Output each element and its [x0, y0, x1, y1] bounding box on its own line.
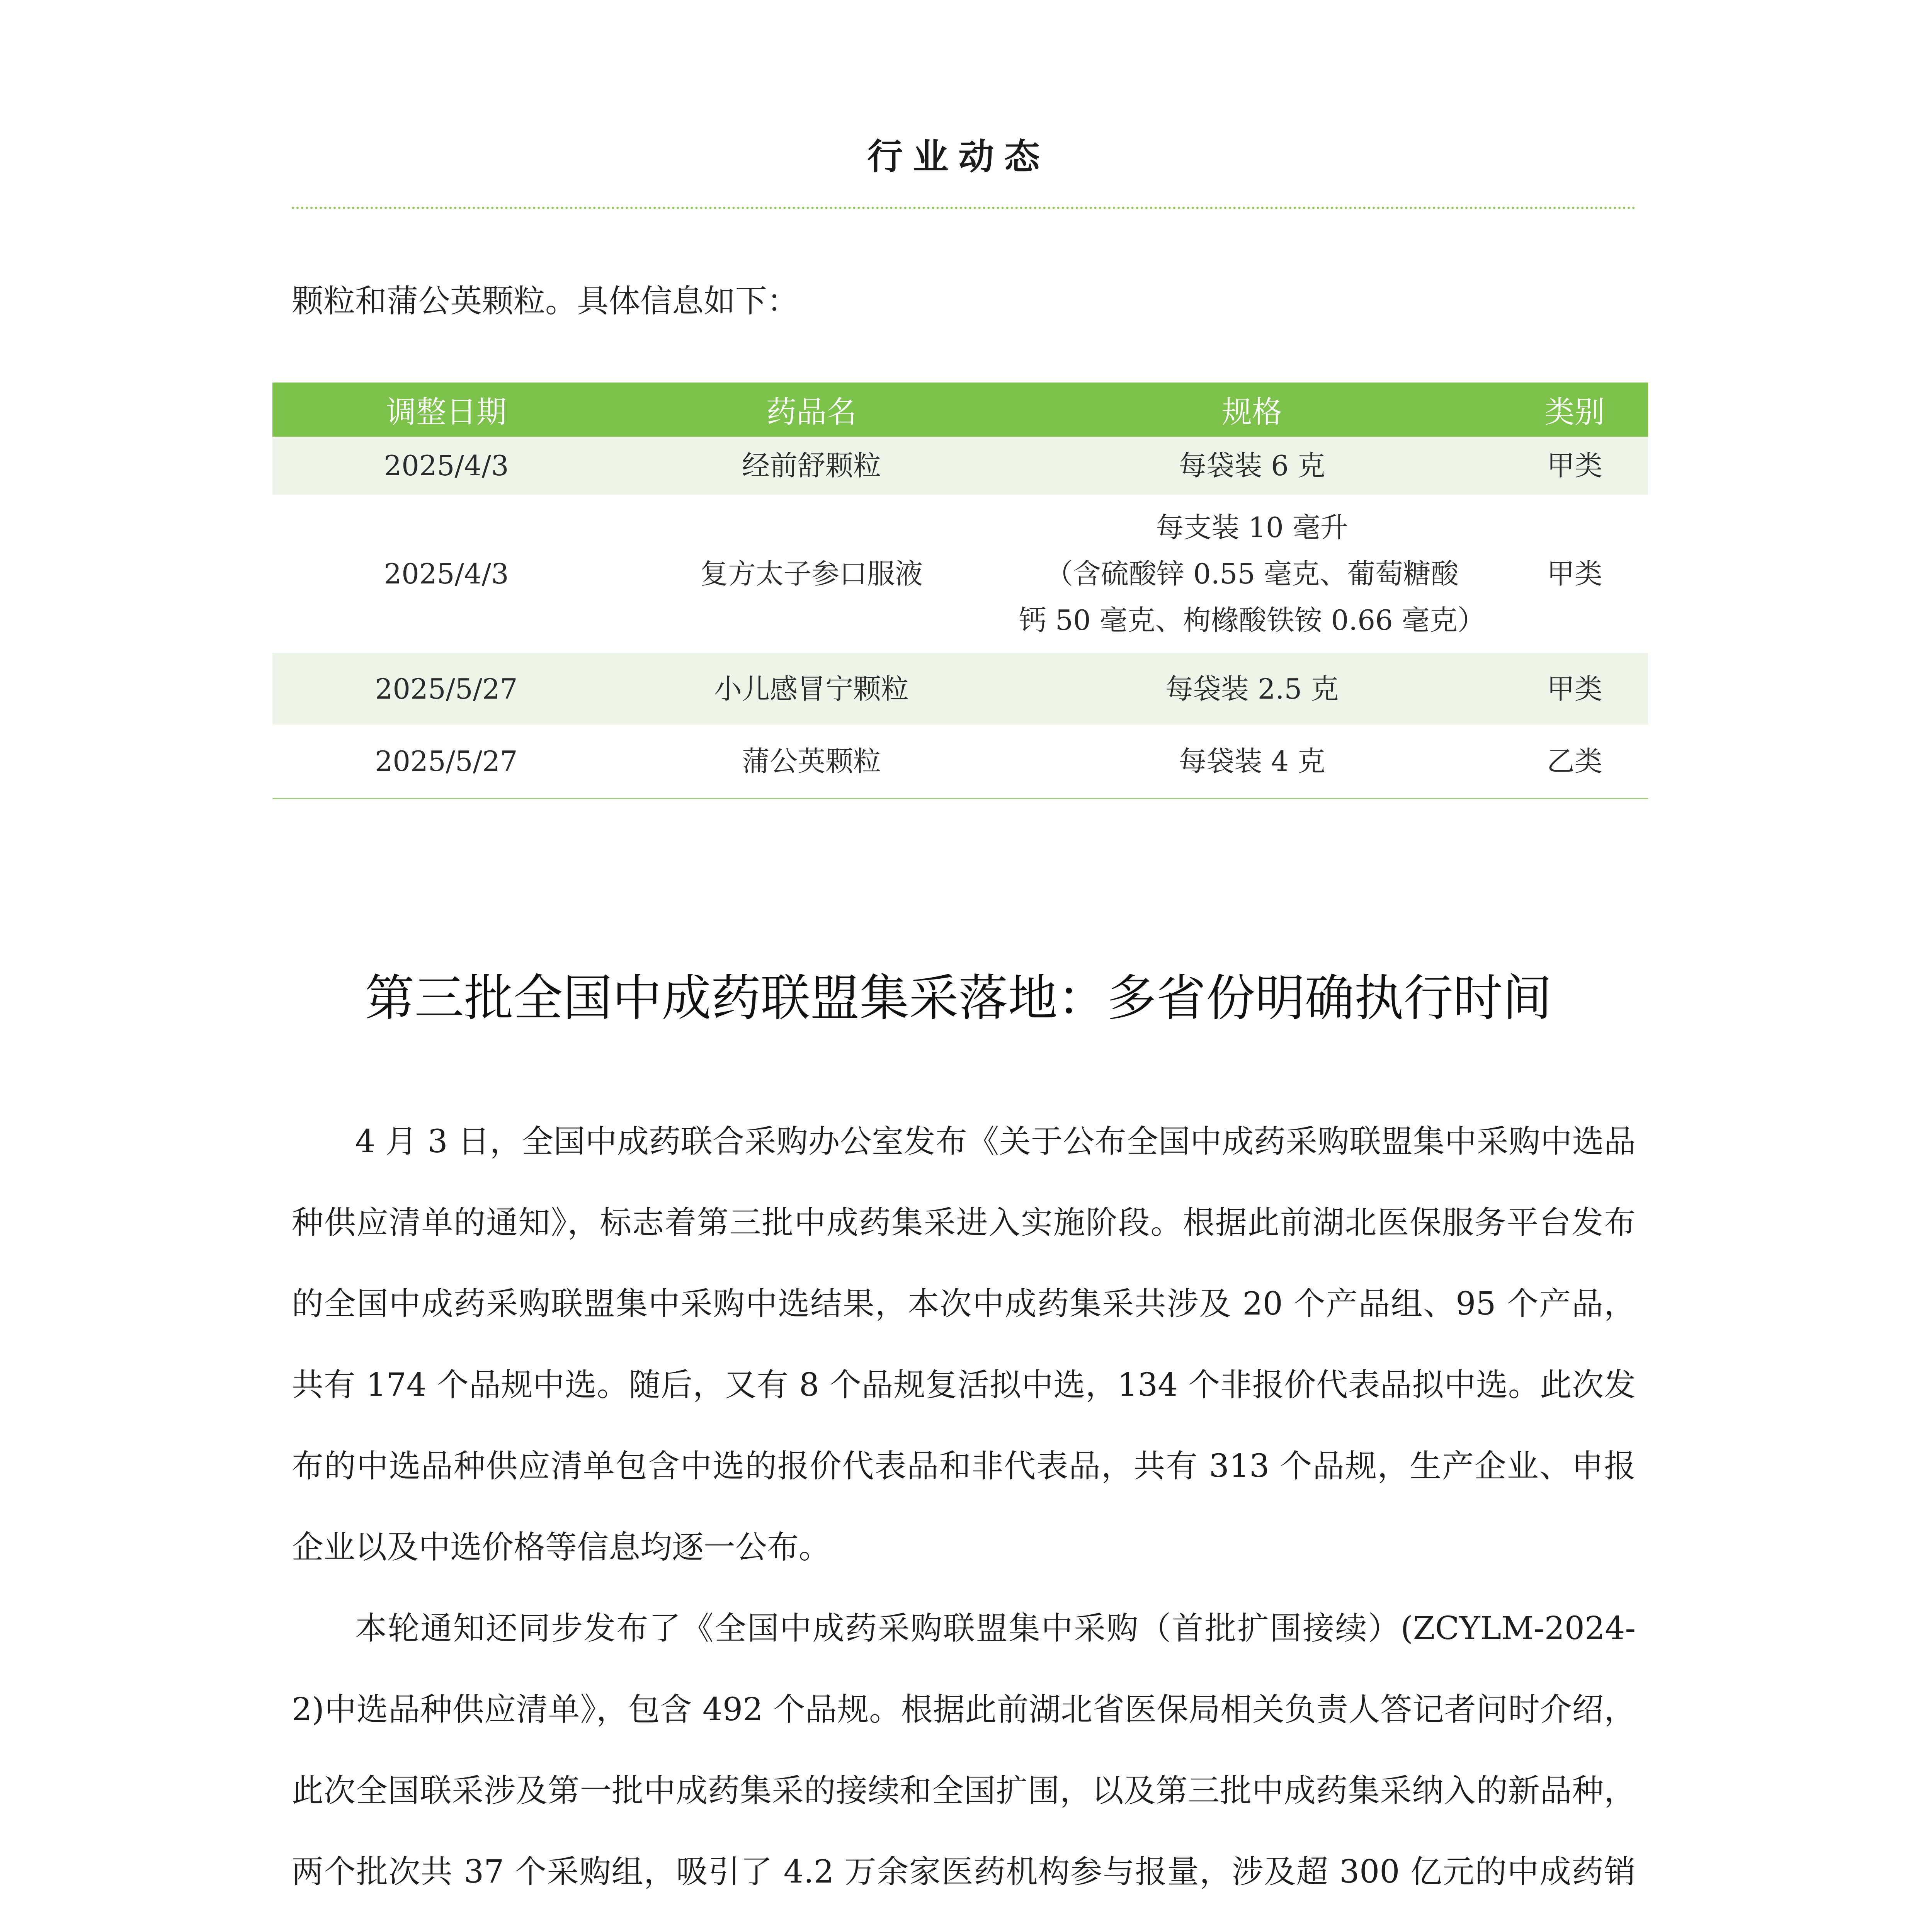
- cell-drug-name: 蒲公英颗粒: [620, 724, 1003, 799]
- cell-date: 2025/5/27: [272, 653, 620, 724]
- cell-drug-name: 复方太子参口服液: [700, 558, 923, 590]
- column-header-specification: 规格: [1003, 383, 1501, 437]
- column-header-date: 调整日期: [272, 383, 620, 437]
- paragraph: 4 月 3 日，全国中成药联合采购办公室发布《关于公布全国中成药采购联盟集中采购中选品种供应清单的通知》，标志着第三批中成药集采进入实施阶段。根据此前湖北医保服务平台发布的全国中成药采购联盟集中采购中选结果，本次中成药集采共涉及 20 个产品组、95 个产品，共有 174 个品规中选。随后，又有 8 个品规复活拟中选，134 个非报价代表品拟中选。此次发布的中选品种供应清单包含中选的报价代表品和非代表品，共有 313 个品规，生产企业、申报企业以及中选价格等信息均逐一公布。: [292, 1123, 1636, 1566]
- intro-text: 颗粒和蒲公英颗粒。具体信息如下：: [292, 283, 799, 320]
- cell-category: 乙类: [1501, 724, 1648, 799]
- cell-drug-name: 小儿感冒宁颗粒: [620, 653, 1003, 724]
- cell-date: 2025/4/3: [272, 437, 620, 495]
- cell-specification: [1003, 437, 1501, 495]
- spec-line: 每袋装 6 克: [1179, 449, 1325, 482]
- column-header-category: 类别: [1501, 383, 1648, 437]
- column-header-drug-name: 药品名: [620, 383, 1003, 437]
- cell-category: 甲类: [1501, 437, 1648, 495]
- article-body: [292, 1101, 1636, 1932]
- cell-date: 2025/5/27: [272, 724, 620, 799]
- spec-line: 每支装 10 毫升: [1156, 511, 1348, 544]
- spec-line: 每袋装 4 克: [1179, 745, 1325, 777]
- cell-date: 2025/4/3: [384, 558, 509, 590]
- table-row: [272, 653, 1648, 724]
- paragraph: 本轮通知还同步发布了《全国中成药采购联盟集中采购（首批扩围接续）(ZCYLM-2024-2)中选品种供应清单》，包含 492 个品规。根据此前湖北省医保局相关负责人答记者问时介绍，此次全国联采涉及第一批中成药集采的接续和全国扩围，以及第三批中成药集采纳入的新品种，两个批次共 37 个采购组，吸引了 4.2 万余家医药机构参与报量，涉及超 300 亿元的中成药销: [292, 1610, 1636, 1890]
- table-row: [272, 724, 1648, 799]
- drug-adjustment-table: [272, 383, 1648, 799]
- cell-drug-name: 经前舒颗粒: [620, 437, 1003, 495]
- header-divider: [292, 207, 1636, 209]
- spec-line: 每袋装 2.5 克: [1165, 672, 1339, 705]
- cell-category: 甲类: [1546, 558, 1602, 590]
- spec-line: 钙 50 毫克、枸橼酸铁铵 0.66 毫克）: [1019, 604, 1485, 636]
- cell-specification: [1003, 724, 1501, 799]
- cell-specification: [1003, 653, 1501, 724]
- table-header-row: [272, 383, 1648, 437]
- section-heading: 第三批全国中成药联盟集采落地：多省份明确执行时间: [365, 969, 1552, 1027]
- spec-line: （含硫酸锌 0.55 毫克、葡萄糖酸: [1045, 558, 1459, 590]
- cell-category: 甲类: [1501, 653, 1648, 724]
- table-row: [272, 495, 1648, 653]
- table-row: [272, 437, 1648, 495]
- cell-specification: [1003, 495, 1501, 653]
- running-header-title: 行业动态: [867, 136, 1050, 177]
